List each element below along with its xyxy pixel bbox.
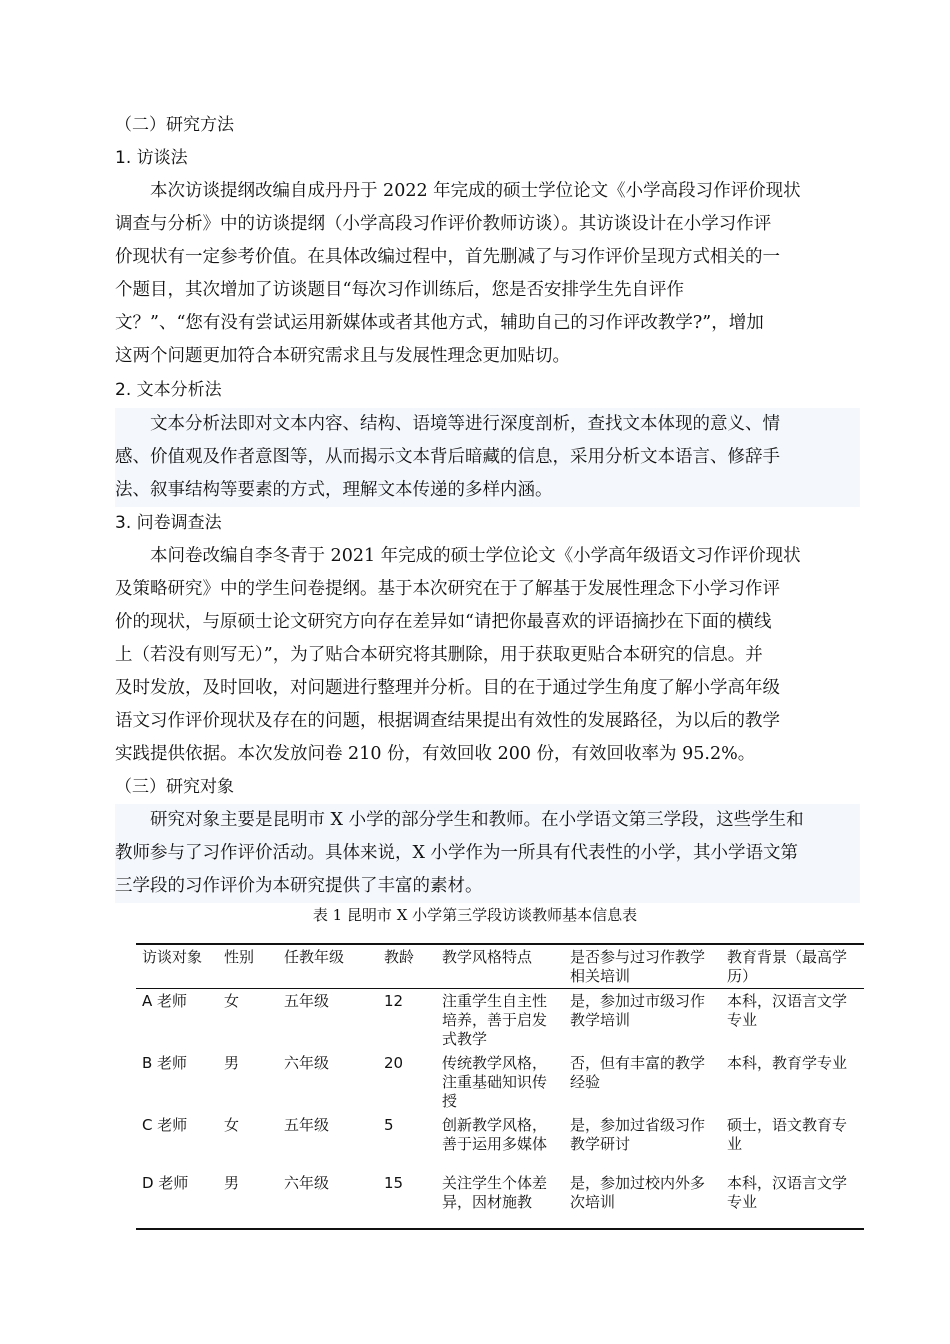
subheading-interview-method: 1. 访谈法	[115, 148, 188, 168]
subheading-text-analysis: 2. 文本分析法	[115, 380, 222, 400]
column-header: 教学风格特点	[442, 948, 533, 966]
table-row	[136, 1113, 864, 1171]
paragraph-line: 研究对象主要是昆明市 X 小学的部分学生和教师。在小学语文第三学段，这些学生和	[115, 804, 860, 837]
column-header: 教龄	[384, 948, 415, 966]
paragraph-line: 调查与分析》中的访谈提纲（小学高段习作评价教师访谈）。其访谈设计在小学习作评	[115, 214, 772, 234]
paragraph-line: 价现状有一定参考价值。在具体改编过程中，首先删减了与习作评价呈现方式相关的一	[115, 247, 780, 267]
column-header: 任教年级	[284, 948, 345, 966]
paragraph-line: 本问卷改编自李冬青于 2021 年完成的硕士学位论文《小学高年级语文习作评价现状	[150, 546, 801, 566]
section-heading-research-methods: （二）研究方法	[115, 115, 234, 135]
table-cell: 是，参加过省级习作教学研讨	[570, 1116, 706, 1153]
table-cell: 六年级	[284, 1174, 330, 1192]
table-cell: 注重学生自主性培养，善于启发式教学	[442, 992, 548, 1048]
paragraph-line: 上（若没有则写无）”，为了贴合本研究将其删除，用于获取更贴合本研究的信息。并	[115, 645, 763, 665]
table-cell: 关注学生个体差异，因材施教	[442, 1174, 548, 1211]
paragraph-line: 个题目，其次增加了访谈题目“每次习作训练后，您是否安排学生先自评作	[115, 280, 684, 300]
paragraph-line: 教师参与了习作评价活动。具体来说，X 小学作为一所具有代表性的小学，其小学语文第	[115, 837, 860, 870]
subheading-questionnaire: 3. 问卷调查法	[115, 513, 222, 533]
table-cell: 五年级	[284, 1116, 330, 1134]
table-cell: 是，参加过校内外多次培训	[570, 1174, 706, 1211]
paragraph-line: 文本分析法即对文本内容、结构、语境等进行深度剖析，查找文本体现的意义、情	[115, 408, 860, 441]
paragraph-line: 实践提供依据。本次发放问卷 210 份，有效回收 200 份，有效回收率为 95.2%。	[115, 744, 756, 764]
paragraph-line: 法、叙事结构等要素的方式，理解文本传递的多样内涵。	[115, 474, 860, 507]
teacher-info-table	[136, 943, 864, 1230]
table-cell: 15	[384, 1174, 404, 1192]
table-row	[136, 1171, 864, 1229]
table-cell: A 老师	[142, 992, 188, 1010]
table-cell: 女	[224, 992, 240, 1010]
column-header: 性别	[224, 948, 255, 966]
table-cell: 硕士，语文教育专业	[727, 1116, 848, 1153]
table-header-row	[136, 944, 864, 989]
table-cell: 六年级	[284, 1054, 330, 1072]
table-row	[136, 1051, 864, 1113]
column-header: 访谈对象	[142, 948, 203, 966]
table-cell: 5	[384, 1116, 394, 1134]
table-cell: 20	[384, 1054, 404, 1072]
section-heading-research-subjects: （三）研究对象	[115, 777, 234, 797]
table-cell: D 老师	[142, 1174, 189, 1192]
paragraph-questionnaire	[115, 540, 860, 771]
table-cell: 12	[384, 992, 404, 1010]
table-cell: B 老师	[142, 1054, 188, 1072]
table-cell: 男	[224, 1174, 240, 1192]
table-cell: 是，参加过市级习作教学培训	[570, 992, 706, 1029]
paragraph-line: 及策略研究》中的学生问卷提纲。基于本次研究在于了解基于发展性理念下小学习作评	[115, 579, 780, 599]
paragraph-line: 文？”、“您有没有尝试运用新媒体或者其他方式，辅助自己的习作评改教学?”，增加	[115, 313, 764, 333]
paragraph-line: 这两个问题更加符合本研究需求且与发展性理念更加贴切。	[115, 346, 570, 366]
table-cell: 本科，汉语言文学专业	[727, 1174, 848, 1211]
table-caption: 表 1 昆明市 X 小学第三学段访谈教师基本信息表	[312, 906, 638, 924]
paragraph-line: 及时发放，及时回收，对问题进行整理并分析。目的在于通过学生角度了解小学高年级	[115, 678, 780, 698]
paragraph-line: 本次访谈提纲改编自成丹丹于 2022 年完成的硕士学位论文《小学高段习作评价现状	[150, 181, 801, 201]
table-cell: 女	[224, 1116, 240, 1134]
table-cell: 五年级	[284, 992, 330, 1010]
paragraph-interview-method	[115, 175, 860, 373]
table-cell: 创新教学风格，善于运用多媒体	[442, 1116, 548, 1153]
paragraph-text-analysis	[115, 408, 860, 507]
table-row	[136, 989, 864, 1052]
column-header: 教育背景（最高学历）	[727, 948, 848, 985]
table-cell: C 老师	[142, 1116, 188, 1134]
table-cell: 男	[224, 1054, 240, 1072]
table-cell: 否，但有丰富的教学经验	[570, 1054, 706, 1091]
column-header: 是否参与过习作教学相关培训	[570, 948, 706, 985]
paragraph-research-subjects	[115, 804, 860, 903]
table-cell: 本科，汉语言文学专业	[727, 992, 848, 1029]
paragraph-line: 感、价值观及作者意图等，从而揭示文本背后暗藏的信息，采用分析文本语言、修辞手	[115, 441, 860, 474]
paragraph-line: 价的现状，与原硕士论文研究方向存在差异如“请把你最喜欢的评语摘抄在下面的横线	[115, 612, 772, 632]
table-cell: 本科，教育学专业	[727, 1054, 848, 1072]
table-cell: 传统教学风格，注重基础知识传授	[442, 1054, 548, 1110]
paragraph-line: 语文习作评价现状及存在的问题，根据调查结果提出有效性的发展路径，为以后的教学	[115, 711, 780, 731]
paragraph-line: 三学段的习作评价为本研究提供了丰富的素材。	[115, 870, 860, 903]
